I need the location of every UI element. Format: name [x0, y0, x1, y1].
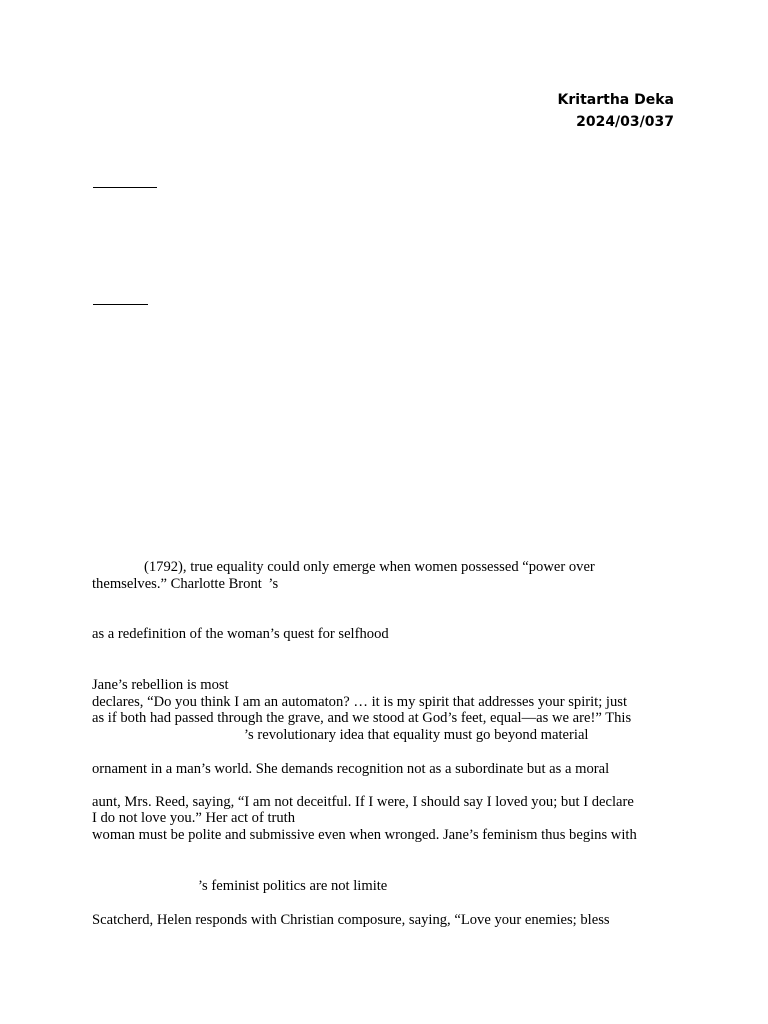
- text-line: (1792), true equality could only emerge when women possessed “power over: [144, 559, 595, 575]
- text-line: woman must be polite and submissive even when wronged. Jane’s feminism thus begins with: [92, 827, 637, 843]
- text-line: themselves.” Charlotte Bront ’s: [92, 576, 279, 592]
- text-line: I do not love you.” Her act of truth: [92, 810, 296, 826]
- text-line: Jane’s rebellion is most: [92, 677, 229, 693]
- text-line: aunt, Mrs. Reed, saying, “I am not deceitful. If I were, I should say I loved you; but I declare: [92, 794, 634, 810]
- subheading-underline: [93, 304, 148, 305]
- text-line: declares, “Do you think I am an automaton? … it is my spirit that addresses your spirit; just: [92, 694, 628, 710]
- author-header: [558, 89, 674, 133]
- author-name: Kritartha Deka: [557, 92, 674, 108]
- text-line: Scatcherd, Helen responds with Christian composure, saying, “Love your enemies; bless: [92, 912, 610, 928]
- text-line: as if both had passed through the grave, and we stood at God’s feet, equal—as we are!” This: [92, 710, 632, 726]
- text-line: ’s feminist politics are not limite: [198, 878, 388, 894]
- heading-underline: [93, 187, 157, 188]
- text-line: ornament in a man’s world. She demands recognition not as a subordinate but as a moral: [92, 761, 610, 777]
- text-line: ’s revolutionary idea that equality must go beyond material: [244, 727, 589, 743]
- author-id: 2024/03/037: [576, 114, 674, 130]
- text-line: as a redefinition of the woman’s quest for selfhood: [92, 626, 389, 642]
